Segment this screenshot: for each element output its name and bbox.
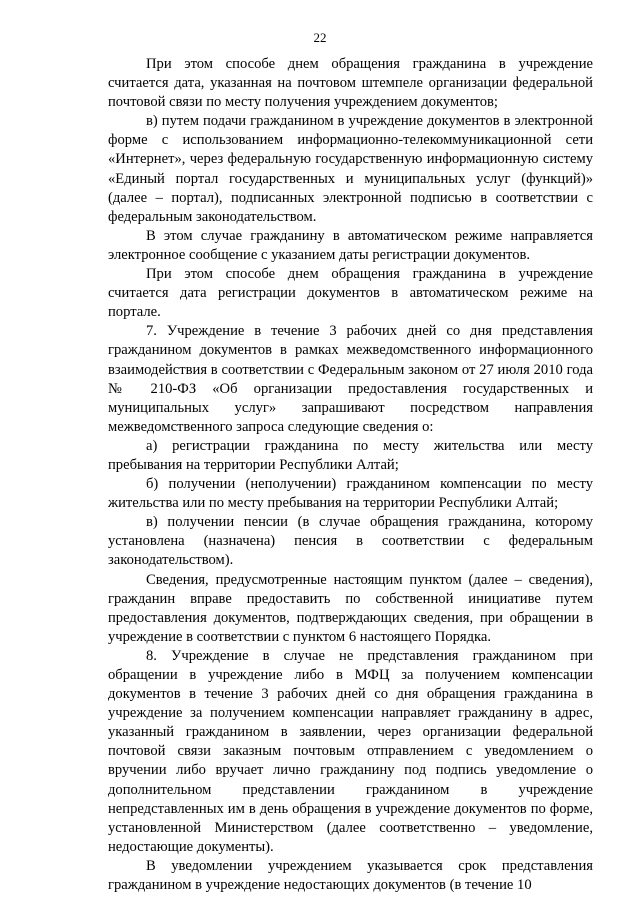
document-body xyxy=(108,55,593,895)
page-number: 22 xyxy=(313,30,327,45)
paragraph-item-7v: в) получении пенсии (в случае обращения гражданина, которому установлена (назначена) пенсия в соответствии с федеральным законодательством). xyxy=(108,514,593,569)
paragraph-item-7b: б) получении (неполучении) гражданином компенсации по месту жительства или по месту пребывания на территории Республики Алтай; xyxy=(108,476,593,512)
paragraph-electronic-submission: в) путем подачи гражданином в учреждение документов в электронной форме с использованием информационно-телекоммуникационной сети «Интернет», через федеральную государственную информационную систему «Единый портал государственных и муниципальных услуг (функций)» (далее – портал), подписанных электронной подписью в соответствии с федеральным законодательством. xyxy=(108,113,593,225)
paragraph-notification-deadline: В уведомлении учреждением указывается срок представления гражданином в учреждение недостающих документов (в течение 10 xyxy=(108,857,593,894)
paragraph-portal-date: При этом способе днем обращения гражданина в учреждение считается дата регистрации документов в автоматическом режиме на портале. xyxy=(108,266,593,321)
paragraph-item-7: 7. Учреждение в течение 3 рабочих дней со дня представления гражданином документов в рамках межведомственного информационного взаимодействия в соответствии с Федеральным законом от 27 июля 2010 года № 210-ФЗ «Об организации предоставления государственных и муниципальных услуг» запрашивают посредством направления межведомственного запроса следующие сведения о: xyxy=(108,323,593,435)
paragraph-item-7a: а) регистрации гражданина по месту жительства или месту пребывания на территории Республики Алтай; xyxy=(108,437,593,473)
paragraph-postmark-date: При этом способе днем обращения гражданина в учреждение считается дата, указанная на почтовом штемпеле организации федеральной почтовой связи по месту получения учреждением документов; xyxy=(108,56,593,111)
paragraph-electronic-notification: В этом случае гражданину в автоматическом режиме направляется электронное сообщение с указанием даты регистрации документов. xyxy=(108,227,593,263)
paragraph-item-8: 8. Учреждение в случае не представления гражданином при обращении в учреждение либо в МФЦ за получением компенсации документов в течение 3 рабочих дней со дня обращения гражданина в учреждение за получением компенсации направляет гражданину в адрес, указанный гражданином в заявлении, через организации федеральной почтовой связи заказным почтовым отправлением с уведомлением о вручении либо вручает лично гражданину под подпись уведомление о дополнительном представлении гражданином в учреждение непредставленных им в день обращения в учреждение документов по форме, установленной Министерством (далее соответственно – уведомление, недостающие документы). xyxy=(108,647,593,855)
paragraph-information-provision: Сведения, предусмотренные настоящим пунктом (далее – сведения), гражданин вправе предоставить по собственной инициативе путем предоставления документов, подтверждающих сведения, при обращении в учреждение в соответствии с пунктом 6 настоящего Порядка. xyxy=(108,571,593,645)
